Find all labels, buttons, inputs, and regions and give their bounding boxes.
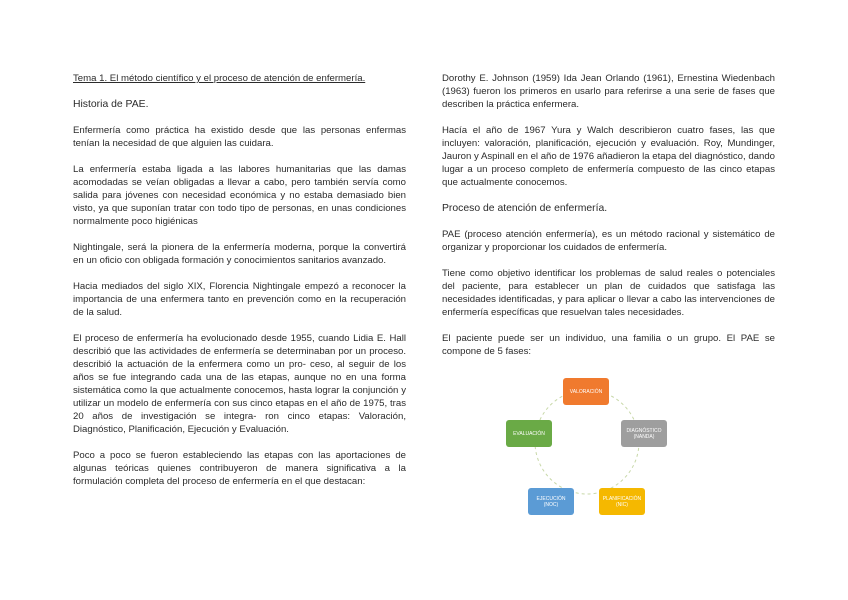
paragraph: Dorothy E. Johnson (1959) Ida Jean Orlando (1961), Ernestina Wiedenbach (1963) fueron los primeros en usarlo para referirse a una serie de fases que describen la práctica enfermera. (442, 73, 775, 110)
node-evaluacion: EVALUACIÓN (506, 420, 552, 447)
paragraph: Tiene como objetivo identificar los problemas de salud reales o potenciales del paciente, para establecer un plan de cuidados que satisfaga las necesidades identificadas, y para aplicar o llevar a cabo las intervenciones de enfermería específicas que resuelvan tales necesidades. (442, 268, 775, 318)
document-title: Tema 1. El método científico y el proceso de atención de enfermería. (73, 73, 366, 84)
paragraph: Enfermería como práctica ha existido desde que las personas enfermas tenían la necesidad de que alguien las cuidara. (73, 125, 406, 149)
paragraph: La enfermería estaba ligada a las labores humanitarias que las damas acomodadas se veían obligadas a llevar a cabo, pero también servía como salida para jóvenes con necesidad económica y no estaba demasiado bien visto, ya que suponían tratar con todo tipo de personas, en unas condiciones normalmente poco higiénicas (73, 164, 406, 227)
paragraph: El proceso de enfermería ha evolucionado desde 1955, cuando Lidia E. Hall describió que las actividades de enfermería se determinaban por un proceso. describió la actuación de la enfermera como un pro- ceso, al seguir de los años se fue integrando cada una de las etapas, aunque no en una forma sistemática como la que actualmente conocemos, hasta lograr la conjunción y utilizar un modelo de enfermería con sus cinco etapas en el año de 1975, tras 20 años de investigación se integra- ron cinco etapas: Valoración, Diagnóstico, Planificación, Ejecución y Evaluación. (73, 333, 406, 435)
pae-cycle-diagram (442, 367, 775, 527)
node-ejecucion: EJECUCIÓN (NOC) (528, 488, 574, 515)
paragraph: Hacía el año de 1967 Yura y Walch describieron cuatro fases, las que incluyen: valoración, planificación, ejecución y evaluación. Roy, Mundinger, Jauron y Aspinall en el año de 1976 añadieron la etapa del diagnóstico, dando lugar a un proceso completo de enfermería compuesto de las cinco etapas que actualmente conocemos. (442, 125, 775, 188)
paragraph: Hacia mediados del siglo XIX, Florencia Nightingale empezó a reconocer la importancia de una enfermera tanto en prevención como en la recuperación de la salud. (73, 281, 406, 318)
section-heading-proceso: Proceso de atención de enfermería. (442, 203, 608, 214)
paragraph: El paciente puede ser un individuo, una familia o un grupo. El PAE se compone de 5 fases: (442, 333, 775, 357)
paragraph: PAE (proceso atención enfermería), es un método racional y sistemático de organizar y proporcionar los cuidados de enfermería. (442, 229, 775, 253)
section-heading-historia: Historia de PAE. (73, 99, 149, 110)
left-column (73, 72, 406, 501)
right-column (442, 72, 775, 527)
node-planificacion: PLANIFICACIÓN (NIC) (599, 488, 645, 515)
node-diagnostico: DIAGNÓSTICO (NANDA) (621, 420, 667, 447)
node-valoracion: VALORACIÓN (563, 378, 609, 405)
paragraph: Poco a poco se fueron estableciendo las etapas con las aportaciones de algunas teóricas quienes contribuyeron de manera significativa a la formulación completa del proceso de enfermería en el que destacan: (73, 450, 406, 487)
paragraph: Nightingale, será la pionera de la enfermería moderna, porque la convertirá en un oficio con obligada formación y conocimientos sanitarios avanzado. (73, 242, 406, 266)
